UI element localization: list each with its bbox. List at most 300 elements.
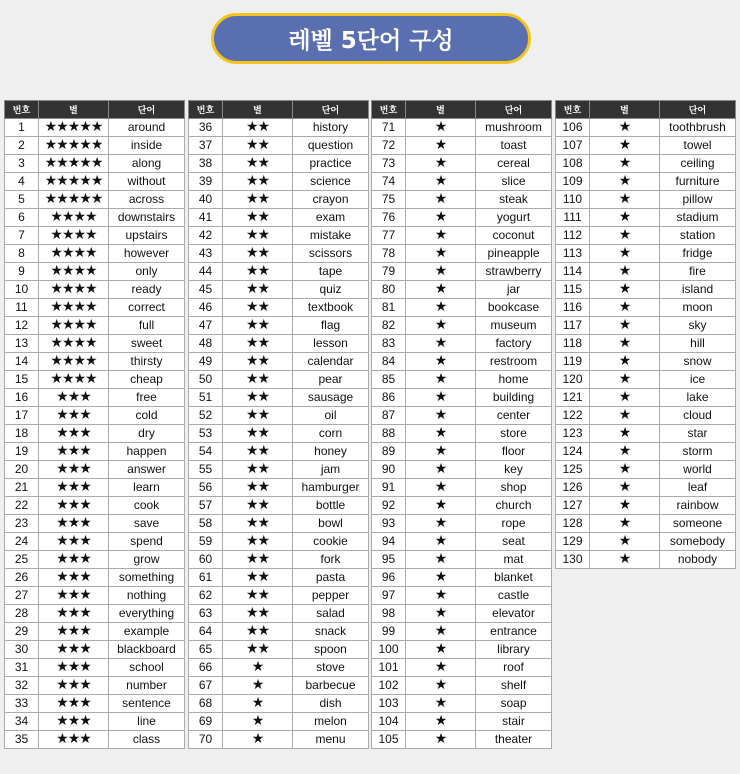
star-rating: ★ (223, 731, 293, 749)
star-rating: ★★★ (39, 425, 109, 443)
word: around (109, 119, 185, 137)
word-number: 128 (556, 515, 590, 533)
word-table (188, 100, 369, 749)
word-number: 88 (372, 425, 406, 443)
word-number: 90 (372, 461, 406, 479)
word-number: 73 (372, 155, 406, 173)
star-rating: ★★ (223, 245, 293, 263)
word-number: 53 (189, 425, 223, 443)
table-row (372, 281, 552, 299)
word-number: 19 (5, 443, 39, 461)
table-row (5, 335, 185, 353)
word: station (660, 227, 736, 245)
table-row (372, 227, 552, 245)
word-number: 17 (5, 407, 39, 425)
star-rating: ★★ (223, 551, 293, 569)
table-row (5, 263, 185, 281)
table-row (372, 173, 552, 191)
star-rating: ★★ (223, 605, 293, 623)
table-row (556, 137, 736, 155)
word: save (109, 515, 185, 533)
word-number: 95 (372, 551, 406, 569)
table-header-row (556, 101, 736, 119)
word: snack (293, 623, 369, 641)
table-row (556, 119, 736, 137)
word-number: 51 (189, 389, 223, 407)
word: number (109, 677, 185, 695)
word-number: 92 (372, 497, 406, 515)
word-number: 37 (189, 137, 223, 155)
star-rating: ★★ (223, 461, 293, 479)
word: history (293, 119, 369, 137)
word: rope (476, 515, 552, 533)
table-row (372, 515, 552, 533)
word: furniture (660, 173, 736, 191)
word-table (4, 100, 185, 749)
word: museum (476, 317, 552, 335)
word-number: 16 (5, 389, 39, 407)
word: spoon (293, 641, 369, 659)
word: strawberry (476, 263, 552, 281)
word: floor (476, 443, 552, 461)
star-rating: ★ (406, 245, 476, 263)
word-number: 67 (189, 677, 223, 695)
word: correct (109, 299, 185, 317)
star-rating: ★ (590, 497, 660, 515)
star-rating: ★ (590, 137, 660, 155)
star-rating: ★ (406, 731, 476, 749)
word: slice (476, 173, 552, 191)
word: sky (660, 317, 736, 335)
star-rating: ★★ (223, 533, 293, 551)
header-stars: 별 (223, 101, 293, 119)
word-number: 110 (556, 191, 590, 209)
star-rating: ★ (223, 695, 293, 713)
word-number: 103 (372, 695, 406, 713)
word-number: 87 (372, 407, 406, 425)
table-row (189, 389, 369, 407)
word-number: 86 (372, 389, 406, 407)
word-number: 71 (372, 119, 406, 137)
word-number: 75 (372, 191, 406, 209)
word-table (371, 100, 552, 749)
word: star (660, 425, 736, 443)
star-rating: ★★ (223, 623, 293, 641)
star-rating: ★ (406, 443, 476, 461)
word: castle (476, 587, 552, 605)
table-row (372, 677, 552, 695)
word-number: 112 (556, 227, 590, 245)
table-row (189, 443, 369, 461)
word: answer (109, 461, 185, 479)
word-number: 66 (189, 659, 223, 677)
table-row (372, 533, 552, 551)
star-rating: ★ (590, 263, 660, 281)
star-rating: ★★★★ (39, 317, 109, 335)
star-rating: ★ (223, 659, 293, 677)
word: barbecue (293, 677, 369, 695)
word-number: 72 (372, 137, 406, 155)
word-number: 69 (189, 713, 223, 731)
word-number: 28 (5, 605, 39, 623)
star-rating: ★★★★ (39, 299, 109, 317)
table-row (372, 443, 552, 461)
star-rating: ★★ (223, 587, 293, 605)
table-row (5, 137, 185, 155)
word: storm (660, 443, 736, 461)
word-number: 8 (5, 245, 39, 263)
table-row (189, 281, 369, 299)
word: however (109, 245, 185, 263)
word-number: 116 (556, 299, 590, 317)
word: free (109, 389, 185, 407)
star-rating: ★ (590, 371, 660, 389)
star-rating: ★ (406, 533, 476, 551)
word-number: 50 (189, 371, 223, 389)
star-rating: ★★★ (39, 641, 109, 659)
header-num: 번호 (556, 101, 590, 119)
star-rating: ★ (406, 677, 476, 695)
word: spend (109, 533, 185, 551)
table-row (372, 569, 552, 587)
star-rating: ★★★ (39, 623, 109, 641)
star-rating: ★★★ (39, 443, 109, 461)
table-row (372, 137, 552, 155)
word-number: 76 (372, 209, 406, 227)
table-row (5, 713, 185, 731)
word-number: 32 (5, 677, 39, 695)
table-row (372, 335, 552, 353)
star-rating: ★ (406, 497, 476, 515)
table-row (5, 119, 185, 137)
table-row (5, 245, 185, 263)
table-row (5, 623, 185, 641)
word-number: 12 (5, 317, 39, 335)
table-row (556, 335, 736, 353)
table-row (372, 641, 552, 659)
word: corn (293, 425, 369, 443)
word: church (476, 497, 552, 515)
word-number: 108 (556, 155, 590, 173)
star-rating: ★★ (223, 227, 293, 245)
word: practice (293, 155, 369, 173)
table-row (189, 299, 369, 317)
star-rating: ★★★★ (39, 353, 109, 371)
star-rating: ★ (406, 353, 476, 371)
table-row (5, 299, 185, 317)
word: full (109, 317, 185, 335)
word-number: 130 (556, 551, 590, 569)
word: scissors (293, 245, 369, 263)
table-row (5, 389, 185, 407)
word: soap (476, 695, 552, 713)
word: sweet (109, 335, 185, 353)
table-row (372, 209, 552, 227)
table-row (189, 713, 369, 731)
word-number: 56 (189, 479, 223, 497)
word: steak (476, 191, 552, 209)
table-row (189, 353, 369, 371)
word: salad (293, 605, 369, 623)
word-number: 74 (372, 173, 406, 191)
table-row (556, 191, 736, 209)
star-rating: ★ (223, 713, 293, 731)
star-rating: ★★★★★ (39, 173, 109, 191)
star-rating: ★ (406, 569, 476, 587)
star-rating: ★★ (223, 173, 293, 191)
word: home (476, 371, 552, 389)
star-rating: ★★ (223, 479, 293, 497)
star-rating: ★★★ (39, 407, 109, 425)
table-row (189, 515, 369, 533)
word: shelf (476, 677, 552, 695)
word: pear (293, 371, 369, 389)
table-row (189, 677, 369, 695)
word: without (109, 173, 185, 191)
star-rating: ★★★★ (39, 209, 109, 227)
word-number: 36 (189, 119, 223, 137)
word-number: 57 (189, 497, 223, 515)
word-number: 6 (5, 209, 39, 227)
word-number: 52 (189, 407, 223, 425)
star-rating: ★ (223, 677, 293, 695)
word-number: 55 (189, 461, 223, 479)
page-title: 레벨 5단어 구성 (211, 13, 531, 64)
word: happen (109, 443, 185, 461)
word-number: 109 (556, 173, 590, 191)
star-rating: ★★ (223, 137, 293, 155)
word: along (109, 155, 185, 173)
table-row (5, 155, 185, 173)
table-row (189, 407, 369, 425)
table-row (556, 407, 736, 425)
star-rating: ★★★ (39, 569, 109, 587)
table-header-row (372, 101, 552, 119)
table-row (189, 263, 369, 281)
star-rating: ★ (406, 209, 476, 227)
word: science (293, 173, 369, 191)
word: blanket (476, 569, 552, 587)
word: sausage (293, 389, 369, 407)
word: across (109, 191, 185, 209)
table-row (5, 281, 185, 299)
star-rating: ★ (590, 461, 660, 479)
table-row (556, 533, 736, 551)
star-rating: ★ (406, 551, 476, 569)
word: pineapple (476, 245, 552, 263)
word: fork (293, 551, 369, 569)
star-rating: ★★ (223, 317, 293, 335)
word: blackboard (109, 641, 185, 659)
table-row (556, 497, 736, 515)
table-row (5, 191, 185, 209)
word-number: 20 (5, 461, 39, 479)
table-row (189, 155, 369, 173)
word-number: 107 (556, 137, 590, 155)
word-number: 77 (372, 227, 406, 245)
word-number: 114 (556, 263, 590, 281)
table-row (556, 317, 736, 335)
table-row (372, 155, 552, 173)
table-row (189, 461, 369, 479)
table-row (189, 497, 369, 515)
table-row (189, 533, 369, 551)
star-rating: ★ (590, 479, 660, 497)
star-rating: ★ (590, 119, 660, 137)
word-number: 124 (556, 443, 590, 461)
word-number: 65 (189, 641, 223, 659)
word-number: 122 (556, 407, 590, 425)
star-rating: ★★★★ (39, 227, 109, 245)
table-row (189, 551, 369, 569)
word: stove (293, 659, 369, 677)
word-number: 39 (189, 173, 223, 191)
word-number: 14 (5, 353, 39, 371)
word: melon (293, 713, 369, 731)
star-rating: ★ (590, 173, 660, 191)
star-rating: ★ (590, 335, 660, 353)
table-row (5, 515, 185, 533)
word-number: 18 (5, 425, 39, 443)
word: roof (476, 659, 552, 677)
word: snow (660, 353, 736, 371)
word: lesson (293, 335, 369, 353)
word: thirsty (109, 353, 185, 371)
word: crayon (293, 191, 369, 209)
table-row (372, 551, 552, 569)
star-rating: ★ (590, 443, 660, 461)
word: fire (660, 263, 736, 281)
star-rating: ★★★ (39, 389, 109, 407)
word-number: 89 (372, 443, 406, 461)
header-num: 번호 (189, 101, 223, 119)
star-rating: ★ (406, 299, 476, 317)
word-number: 21 (5, 479, 39, 497)
word-number: 101 (372, 659, 406, 677)
table-row (5, 569, 185, 587)
table-row (5, 731, 185, 749)
star-rating: ★ (590, 209, 660, 227)
word-number: 7 (5, 227, 39, 245)
table-row (189, 695, 369, 713)
table-row (5, 695, 185, 713)
star-rating: ★★ (223, 299, 293, 317)
table-row (189, 479, 369, 497)
table-row (372, 623, 552, 641)
word: someone (660, 515, 736, 533)
word-number: 44 (189, 263, 223, 281)
word-number: 97 (372, 587, 406, 605)
star-rating: ★★★★ (39, 245, 109, 263)
star-rating: ★★★★★ (39, 119, 109, 137)
star-rating: ★ (406, 605, 476, 623)
word: question (293, 137, 369, 155)
star-rating: ★★★ (39, 461, 109, 479)
star-rating: ★★★ (39, 695, 109, 713)
table-row (5, 353, 185, 371)
star-rating: ★ (406, 371, 476, 389)
word: tape (293, 263, 369, 281)
table-row (5, 479, 185, 497)
word: nobody (660, 551, 736, 569)
star-rating: ★ (406, 425, 476, 443)
word: cheap (109, 371, 185, 389)
word-number: 24 (5, 533, 39, 551)
word: coconut (476, 227, 552, 245)
table-row (372, 461, 552, 479)
star-rating: ★ (406, 227, 476, 245)
word: pasta (293, 569, 369, 587)
word-number: 105 (372, 731, 406, 749)
word-number: 41 (189, 209, 223, 227)
word: ice (660, 371, 736, 389)
star-rating: ★ (590, 389, 660, 407)
star-rating: ★ (406, 119, 476, 137)
star-rating: ★★★ (39, 659, 109, 677)
word-number: 49 (189, 353, 223, 371)
word: honey (293, 443, 369, 461)
word: bookcase (476, 299, 552, 317)
word: island (660, 281, 736, 299)
table-row (372, 587, 552, 605)
star-rating: ★★★ (39, 731, 109, 749)
table-row (556, 173, 736, 191)
word-number: 13 (5, 335, 39, 353)
star-rating: ★★ (223, 335, 293, 353)
word-number: 96 (372, 569, 406, 587)
word: lake (660, 389, 736, 407)
table-row (556, 479, 736, 497)
star-rating: ★ (590, 281, 660, 299)
word-number: 126 (556, 479, 590, 497)
word-number: 121 (556, 389, 590, 407)
word: sentence (109, 695, 185, 713)
word-number: 48 (189, 335, 223, 353)
word-number: 117 (556, 317, 590, 335)
word: yogurt (476, 209, 552, 227)
word: inside (109, 137, 185, 155)
star-rating: ★★★★ (39, 371, 109, 389)
word-number: 47 (189, 317, 223, 335)
word-number: 125 (556, 461, 590, 479)
star-rating: ★ (406, 335, 476, 353)
word: restroom (476, 353, 552, 371)
word-number: 64 (189, 623, 223, 641)
star-rating: ★ (590, 317, 660, 335)
star-rating: ★★ (223, 119, 293, 137)
table-row (189, 587, 369, 605)
word: example (109, 623, 185, 641)
star-rating: ★ (590, 551, 660, 569)
table-row (189, 569, 369, 587)
word-number: 102 (372, 677, 406, 695)
star-rating: ★ (406, 713, 476, 731)
word: theater (476, 731, 552, 749)
star-rating: ★ (590, 425, 660, 443)
header-stars: 별 (39, 101, 109, 119)
word: only (109, 263, 185, 281)
word: mat (476, 551, 552, 569)
word: exam (293, 209, 369, 227)
star-rating: ★★★★ (39, 281, 109, 299)
word-number: 106 (556, 119, 590, 137)
word-number: 25 (5, 551, 39, 569)
word-number: 118 (556, 335, 590, 353)
word-number: 68 (189, 695, 223, 713)
word: center (476, 407, 552, 425)
table-row (556, 245, 736, 263)
table-row (5, 407, 185, 425)
